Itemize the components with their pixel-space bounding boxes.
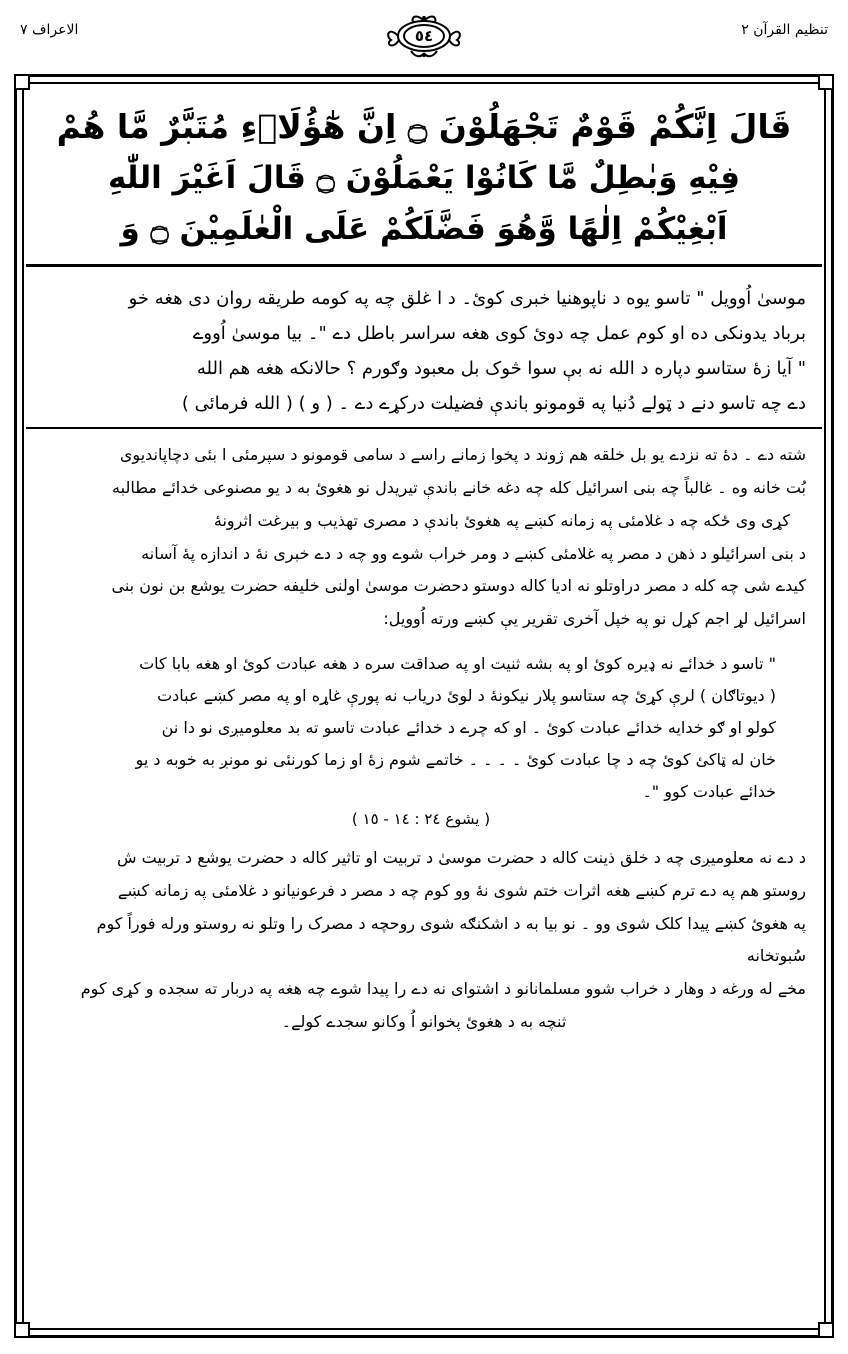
commentary-line: د بنی اسرائیلو د ذهن د مصر په غلامئی کښے د ومر خراب شوے وو چه د دے خبری نهٔ د اندازه پهٔ آسانه xyxy=(141,543,806,563)
closing-commentary-line: ثنچه به د هغوئ پخوانو اُ وکانو سجدے کولے۔ xyxy=(281,1012,567,1032)
closing-commentary-block xyxy=(26,838,822,1047)
quotation-reference: ( یشوع ٢٤ : ١٤ - ١٥ ) xyxy=(351,810,491,829)
closing-commentary-line: روستو هم په دے ترم کښے هغه اثرات ختم شوی نهٔ وو کوم چه د مصر د فرعونیانو د غلامئی په زمانه کښے xyxy=(117,880,806,900)
quran-verse-block xyxy=(26,86,822,267)
closing-commentary-line: په هغوئ کښے پیدا کلک شوی وو ۔ نو بیا به د اشکنګه شوی روحچه د مصرک را وتلو نه روستو ورله فوراً کوم سُبوتخانه xyxy=(96,913,806,966)
quotation-line: " تاسو د خدائے نه ډیره کوئ او په بشه ثنیت او په صداقت سره د هغه عبادت کوئ او هغه بابا کات xyxy=(139,654,776,674)
translation-block xyxy=(26,267,822,429)
quotation-line: خدائے عبادت کوو "۔ xyxy=(642,782,776,802)
quran-verse-line: قَالَ اِنَّكُمْ قَوْمٌ تَجْهَلُوْنَ ۝ اِنَّ هٰٓؤُلَاۗءِ مُتَبَّرٌ مَّا هُمْ xyxy=(56,107,792,146)
commentary-line: بُت خانه وه ۔ غالباً چه بنی اسرائیل کله چه دغه خانے باندې تیریدل نو هغوئ به د یو مصنوعی خدائے مطالبه xyxy=(112,478,806,498)
quran-verse-line: اَبْغِيْكُمْ اِلٰهًا وَّهُوَ فَضَّلَكُمْ عَلَى الْعٰلَمِيْنَ ۝ وَ xyxy=(120,210,728,247)
closing-commentary-line: مخے له ورغه د وهار د خراب شوو مسلمانانو د اشتوای نه دے را پیدا شوے چه هغه په دربار ته سجده و کړی کوم xyxy=(80,979,806,999)
translation-line: برباد یدونکی ده او کوم عمل چه دوئ کوی هغه سراسر باطل دے "۔ بیا موسیٰ اُووے xyxy=(192,322,806,344)
commentary-line: کیدے شی چه کله د مصر دراوتلو نه ادیا کاله دوستو دحضرت موسیٰ اولنی خلیفه حضرت یوشع بن نون بنی xyxy=(111,576,806,596)
quotation-line: ( دیوتاګان ) لرې کړئ چه ستاسو پلار نیکونهٔ د لوئ دریاب نه پورې غاړه او په مصر کښے عبادت xyxy=(157,686,776,706)
quotation-block xyxy=(26,642,822,838)
page-number: ٥٤ xyxy=(414,27,434,45)
decorative-medallion-icon xyxy=(381,10,467,62)
commentary-line: شته دے ۔ دهٔ ته نزدے یو بل خلقه هم ژوند د پخوا زمانے راسے د سامی قومونو د سپرمئی ا بئی دچاپاندیوی xyxy=(119,445,806,465)
quotation-line: خان له ټاکئ کوئ چه د چا عبادت کوئ ۔ ۔ ۔ ۔ خاتمے شوم زهٔ او زما کورنئی نو مونږ به خوبه د یو xyxy=(135,750,776,770)
page-header xyxy=(0,8,848,66)
commentary-block xyxy=(26,429,822,642)
commentary-line: کړی وی ځکه چه د غلامئی په زمانه کښے په هغوئ باندې د مصری تهذیب و بیرغت اثرونهٔ xyxy=(213,510,790,530)
book-title-label: تنظیم القرآن ٢ xyxy=(741,22,828,38)
quotation-line: کولو او ګو خدایه خدائے عبادت کوئ ۔ او که چرے د خدائے عبادت تاسو ته بد معلومیږی نو دا نن xyxy=(161,718,776,738)
translation-line: موسیٰ اُوویل " تاسو یوه د ناپوهنیا خبری کوئ۔ د ا غلق چه په کومه طریقه روان دی هغه خو xyxy=(128,287,806,309)
translation-line: دے چه تاسو دنے د ټولے دُنیا په قومونو باندې فضیلت درکړے دے ۔ ( و ) ( الله فرمائی ) xyxy=(181,393,806,415)
page-content xyxy=(26,86,822,1326)
quran-verse-line: فِيْهِ وَبٰطِلٌ مَّا كَانُوْا يَعْمَلُوْنَ ۝ قَالَ اَغَيْرَ اللّٰهِ xyxy=(107,160,741,197)
closing-commentary-line: د دے نه معلومیږی چه د خلق ذینت کاله د حضرت موسیٰ د تربیت او تاثیر کاله د حضرت یوشع د تربیت ش xyxy=(117,848,806,868)
surah-name-label: الاعراف ٧ xyxy=(20,22,79,38)
translation-line: " آیا زهٔ ستاسو دپاره د الله نه بې سوا څوک بل معبود وګورم ؟ حالانکه هغه هم الله xyxy=(196,358,806,380)
commentary-line: اسرائیل لړ اجم کړل نو په خپل آخری تقریر یې کښے ورته اُوویل: xyxy=(383,609,806,629)
